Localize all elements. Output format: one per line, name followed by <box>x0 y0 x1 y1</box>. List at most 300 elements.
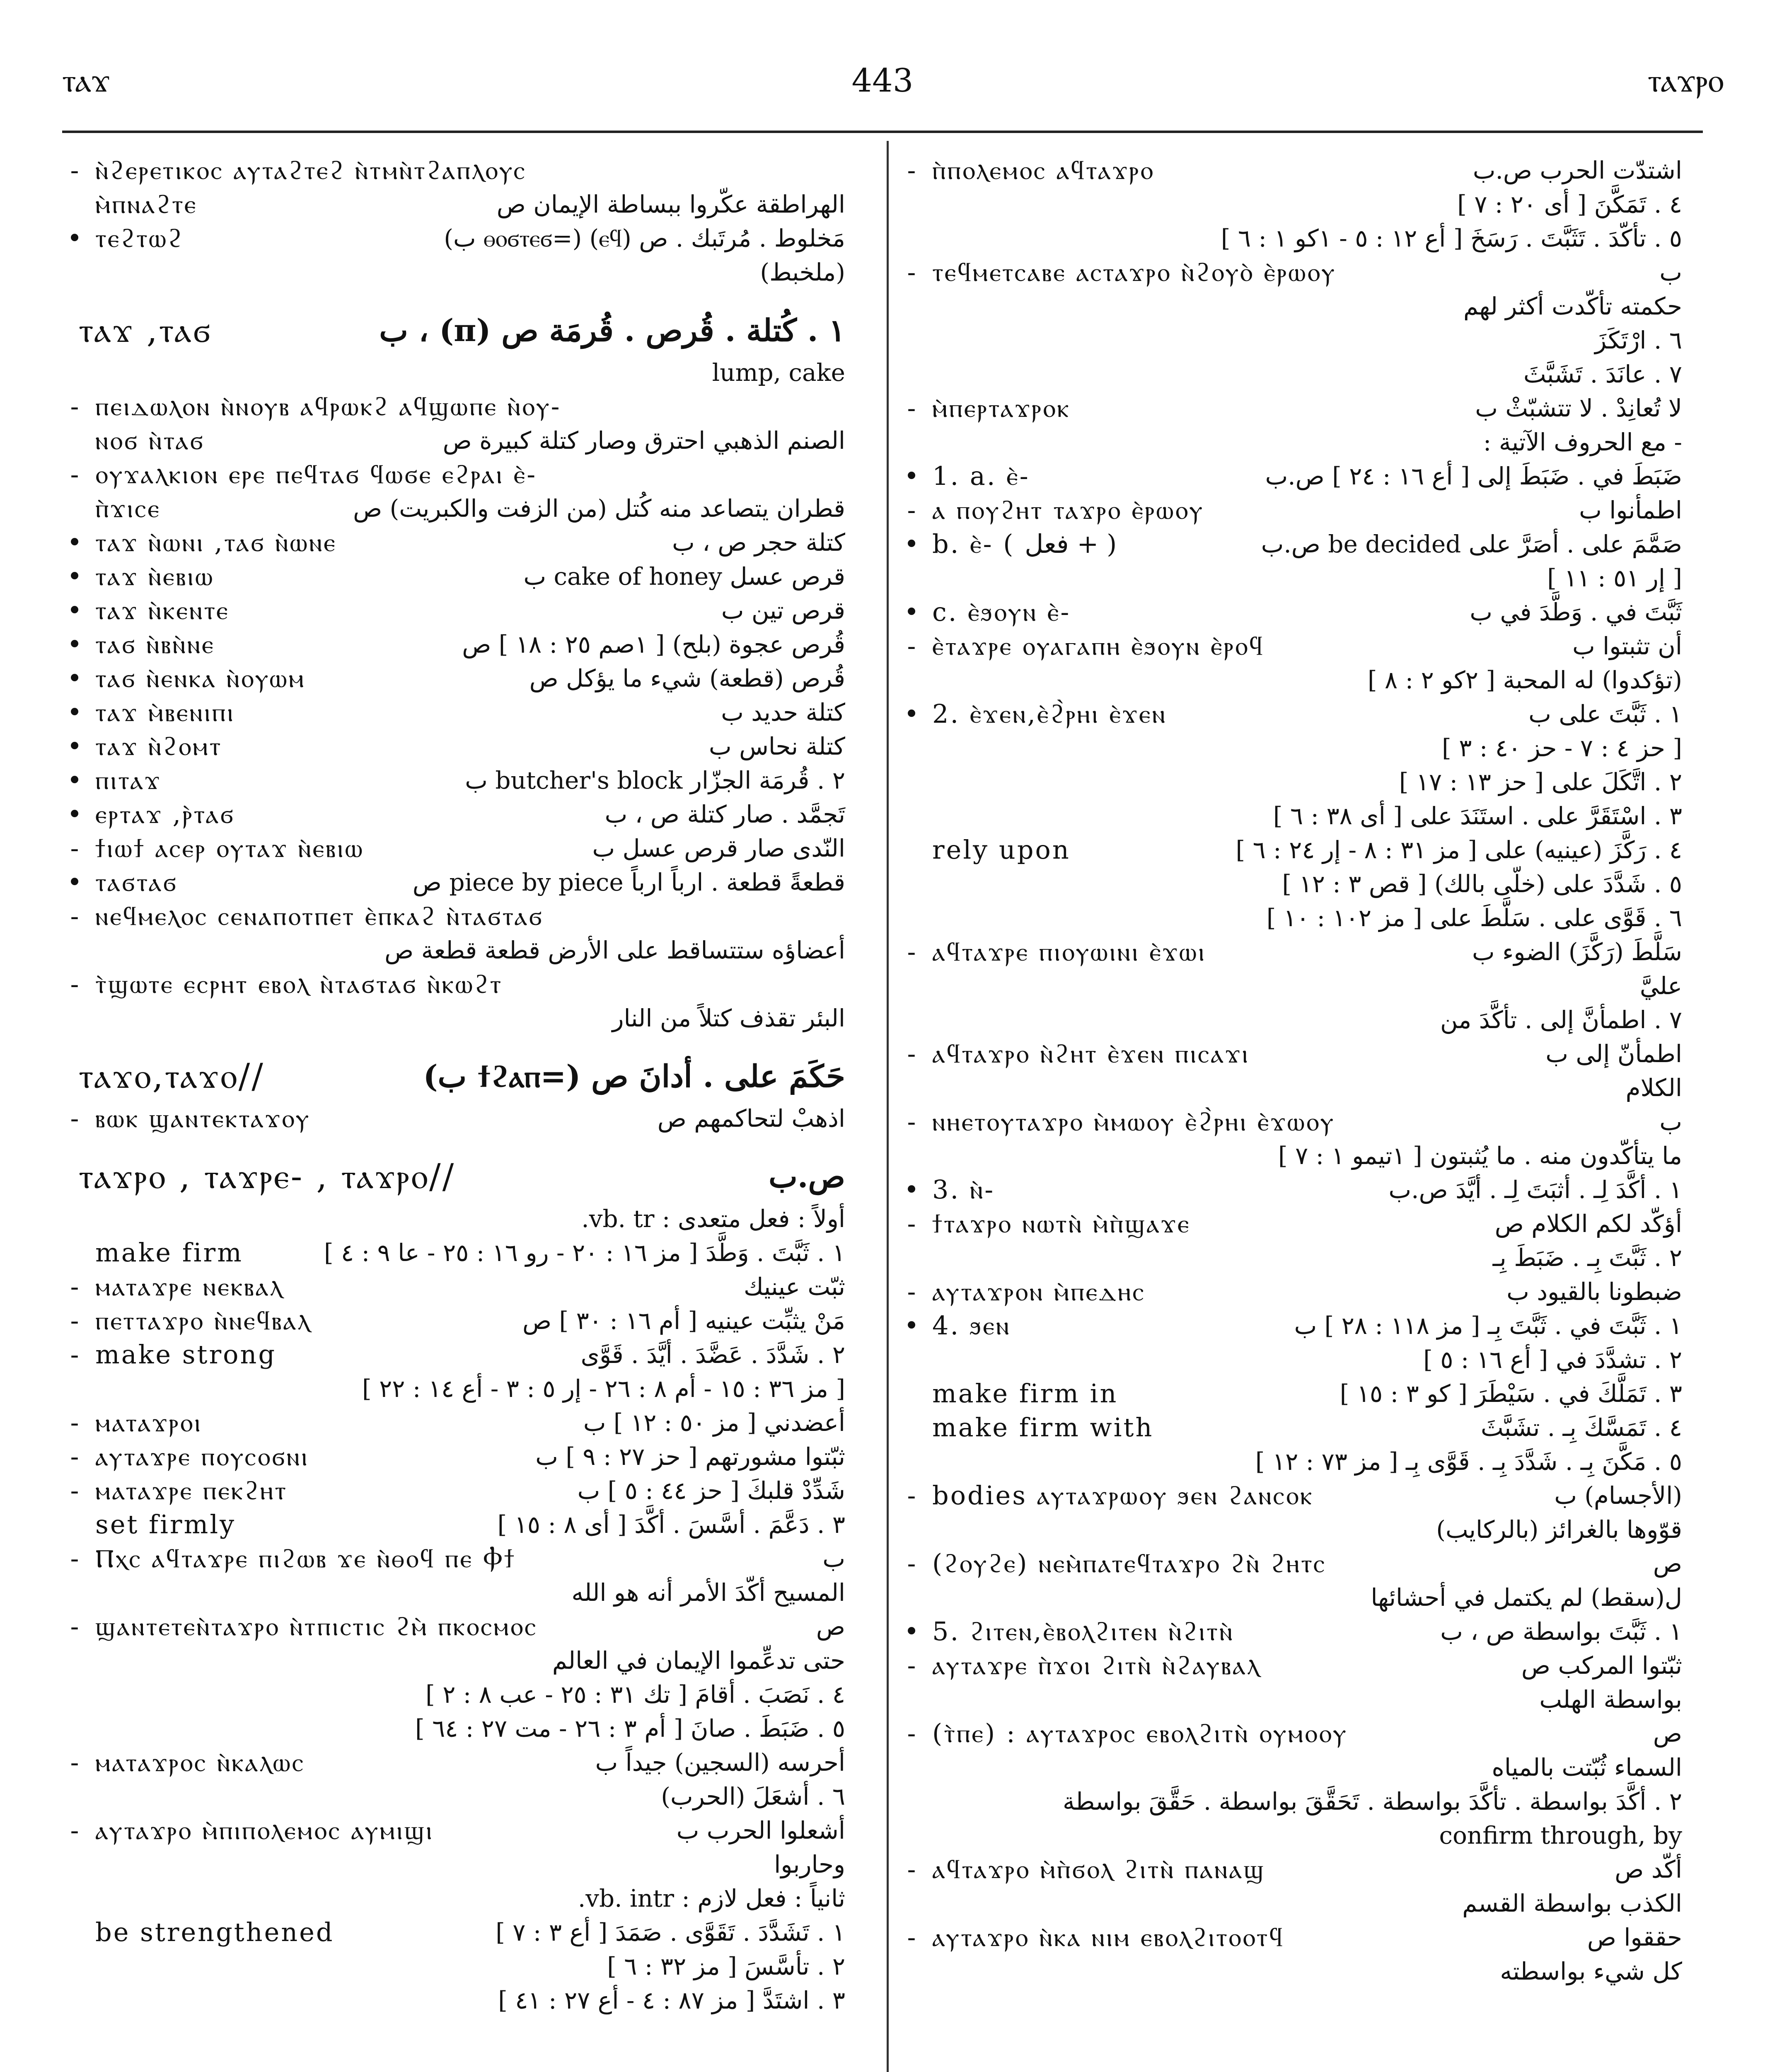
dictionary-line <box>899 663 1699 697</box>
arabic-text: (ملخبط) <box>760 258 845 286</box>
line-mark: - <box>70 1543 79 1573</box>
dictionary-line <box>62 1915 862 1949</box>
arabic-text: ١ . ثَبَّتَ . وَطَّدَ [ مز ١٦ : ٢٠ - رو ١٦ : ٢٥ - عا ٩ : ٤ ] <box>324 1239 845 1267</box>
arabic-text: أولاً : فعل متعدى : vb. tr. <box>581 1205 845 1233</box>
arabic-text: قطران يتصاعد منه كُتل (من الزفت والكبريت) ص <box>353 494 845 523</box>
line-mark: • <box>904 1174 919 1205</box>
arabic-text: اطمأنّ إلى ب <box>1545 1040 1682 1068</box>
arabic-text: ضبطونا بالقيود ب <box>1506 1278 1682 1306</box>
line-mark: • <box>67 799 82 829</box>
line-mark: - <box>70 1441 79 1472</box>
coptic-text: ⲁⲩⲧⲁϫⲣⲉ ⲡⲟⲩⲥⲟϭⲛⲓ <box>95 1441 309 1472</box>
arabic-text: الصنم الذهبي احترق وصار كتلة كبيرة ص <box>442 426 845 455</box>
dictionary-line <box>899 765 1699 799</box>
dictionary-line <box>899 459 1699 493</box>
coptic-text: ⲧⲁϫⲟ,ⲧⲁϫⲟ// <box>79 1057 265 1096</box>
dictionary-line <box>62 593 862 627</box>
arabic-text: أؤكّد لكم الكلام ص <box>1494 1210 1682 1238</box>
line-mark: - <box>907 937 916 967</box>
coptic-text: ⲧⲁϫ ⲙ̀ⲃⲉⲛⲓⲡⲓ <box>95 697 235 727</box>
arabic-text: ٣ . تَمَلَّكَ في . سَيْطَرَ [ كو ٣ : ١٥ ] <box>1339 1380 1682 1408</box>
coptic-text: ⲧⲁϭⲧⲁϭ <box>95 867 178 897</box>
dictionary-line <box>62 255 862 289</box>
coptic-text: ⲧⲁϫ ,ⲧⲁϭ <box>79 311 212 350</box>
right-column <box>899 153 1699 1988</box>
coptic-text: make firm in <box>932 1378 1118 1409</box>
coptic-text: ⲛⲟϭ ⲛ̀ⲧⲁϭ <box>95 425 205 455</box>
coptic-text: ⲧⲉϩⲧⲱϩ <box>95 223 184 253</box>
coptic-text: ⲙⲁⲧⲁϫⲣⲟⲥ ⲛ̀ⲕⲁⲗⲱⲥ <box>95 1747 305 1777</box>
line-mark: - <box>907 1276 916 1307</box>
arabic-text: ٢ . اتَّكَلَ على [ حز ١٣ : ١٧ ] <box>1399 768 1682 796</box>
arabic-text: اذهبْ لتحاكمهم ص <box>657 1104 845 1133</box>
dictionary-line <box>62 1745 862 1779</box>
coptic-text: ⲡ̀ϫⲓⲥⲉ <box>95 493 161 523</box>
dictionary-line <box>899 1003 1699 1037</box>
coptic-text: be strengthened <box>95 1917 334 1947</box>
coptic-text: ⲁϥⲧⲁϫⲣⲟ ⲙ̀ⲡ̀ϭⲟⲗ ϩⲓⲧⲛ̀ ⲡⲁⲛⲁϣ <box>932 1854 1265 1884</box>
dictionary-line <box>62 1101 862 1135</box>
dictionary-line <box>62 1881 862 1915</box>
arabic-text: ٤ . رَكَّزَ (عينيه) على [ مز ٣١ : ٨ - إر ٢٤ : ٦ ] <box>1236 836 1682 864</box>
dictionary-line <box>899 561 1699 595</box>
arabic-text: [ حز ٤ : ٧ - حز ٤٠ : ٣ ] <box>1442 734 1682 762</box>
arabic-text: ثبّتوا المركب ص <box>1521 1651 1682 1680</box>
coptic-text: rely upon <box>932 835 1071 865</box>
dictionary-line <box>899 1648 1699 1682</box>
arabic-text: ثبّت عينيك <box>743 1273 845 1301</box>
coptic-text: ⲧⲁϫⲣⲟ , ⲧⲁϫⲣⲉ- , ⲧⲁϫⲣⲟ// <box>79 1157 456 1196</box>
line-mark: - <box>907 1922 916 1952</box>
coptic-text: ϯⲧⲁϫⲣⲟ ⲛⲱⲧⲛ̀ ⲙ̀ⲡ̀ϣⲁϫⲉ <box>932 1208 1191 1239</box>
arabic-text: ٤ . تَمَكَّنَ [ أى ٢٠ : ٧ ] <box>1457 190 1682 218</box>
arabic-text: ١ . أكَّدَ لِـ . أثبَتَ لِـ . أيَّدَ ص.ب <box>1388 1176 1682 1204</box>
line-mark: - <box>70 1339 79 1370</box>
dictionary-line <box>899 1920 1699 1954</box>
arabic-text: [ مز ٣٦ : ١٥ - أم ٨ : ٢٦ - إر ٥ : ٣ - أع ١٤ : ٢٢ ] <box>362 1375 845 1403</box>
arabic-text: ٥ . تأكّدَ . تَثَبَّتَ . رَسَخَ [ أع ١٢ : ٥ - ١كو ١ : ٦ ] <box>1221 224 1682 252</box>
coptic-text: ⲧⲁϫ ⲛ̀ⲕⲉⲛⲧⲉ <box>95 595 230 625</box>
arabic-text: قوّوها بالغرائز (بالركايب) <box>1436 1515 1682 1544</box>
dictionary-line <box>62 831 862 865</box>
coptic-text: ⲁⲩⲧⲁϫⲣⲟⲛ ⲙ̀ⲡⲉⲇⲏⲥ <box>932 1276 1146 1307</box>
dictionary-line <box>899 799 1699 833</box>
line-mark: • <box>904 699 919 729</box>
line-mark: - <box>70 1747 79 1777</box>
dictionary-line <box>62 933 862 967</box>
dictionary-line <box>62 1270 862 1304</box>
line-mark: • <box>67 697 82 727</box>
dictionary-line <box>899 1445 1699 1479</box>
arabic-text: ٢ . شَدَّدَ . عَضَّدَ . أيَّدَ . قَوَّى <box>580 1341 845 1369</box>
arabic-text: وحاربوا <box>774 1850 845 1878</box>
line-mark: • <box>904 597 919 627</box>
coptic-text: c. ⲉ̀ϧⲟⲩⲛ ⲉ̀- <box>932 597 1071 627</box>
dictionary-line <box>62 763 862 797</box>
dictionary-line <box>899 1207 1699 1241</box>
arabic-text: كتلة نحاس ب <box>709 732 845 760</box>
dictionary-line <box>62 1711 862 1745</box>
coptic-text: ⲙⲁⲧⲁϫⲣⲉ ⲛⲉⲕⲃⲁⲗ <box>95 1271 284 1302</box>
dictionary-line <box>899 1071 1699 1105</box>
coptic-text: ⲧ̀ϣⲱⲧⲉ ⲉⲥⲣⲏⲧ ⲉⲃⲟⲗ ⲛ̀ⲧⲁϭⲧⲁϭ ⲛ̀ⲕⲱϩⲧ <box>95 969 503 999</box>
arabic-text: ٧ . اطمأنَّ إلى . تأكَّدَ من <box>1440 1006 1682 1034</box>
arabic-text: أن تثبتوا ب <box>1572 632 1682 660</box>
dictionary-line <box>62 967 862 1001</box>
arabic-text: الكلام <box>1625 1074 1682 1102</box>
dictionary-line <box>62 221 862 255</box>
line-mark: - <box>907 257 916 287</box>
dictionary-line <box>62 491 862 525</box>
entry-gap <box>62 289 862 306</box>
coptic-text: ⲁϥⲧⲁϫⲣⲟ ⲛ̀ϩⲏⲧ ⲉ̀ϫⲉⲛ ⲡⲓⲥⲁϫⲓ <box>932 1038 1250 1069</box>
line-mark: • <box>904 1310 919 1341</box>
arabic-text: ضَبَطَ في . ضَبَطَ إلى [ أع ١٦ : ٢٤ ] ص.ب <box>1265 462 1682 490</box>
dictionary-line <box>899 1037 1699 1071</box>
arabic-text: ب <box>1659 1108 1682 1136</box>
coptic-text: (ⲧ̀ⲡⲉ) : ⲁⲩⲧⲁϫⲣⲟⲥ ⲉⲃⲟⲗϩⲓⲧⲛ̀ ⲟⲩⲙⲟⲟⲩ <box>932 1718 1348 1748</box>
line-mark: - <box>70 1611 79 1641</box>
dictionary-line <box>899 867 1699 901</box>
coptic-text: ⲧⲁϫ ⲛ̀ϩⲟⲙⲧ <box>95 731 222 761</box>
arabic-text: شَدِّدْ قلبكَ [ حز ٤٤ : ٥ ] ب <box>577 1477 845 1505</box>
arabic-text: ١ . ثَبَّتَ بواسطة ص ، ب <box>1440 1617 1682 1646</box>
arabic-text: لا تُعانِدْ . لا تتشبّثْ ب <box>1475 394 1682 422</box>
coptic-text: (ϩⲟⲩϩⲉ) ⲛⲉⲙ̀ⲡⲁⲧⲉϥⲧⲁϫⲣⲟ ϩⲛ̀ ϩⲏⲧⲥ <box>932 1548 1327 1578</box>
dictionary-line <box>62 1338 862 1372</box>
arabic-text: ٣ . دَعَّمَ . أسَّسَ . أكَّدَ [ أى ٨ : ١٥ ] <box>497 1510 845 1539</box>
dictionary-line <box>62 797 862 831</box>
arabic-text: قُرص (قطعة) شيء ما يؤكل ص <box>529 664 845 692</box>
arabic-text: [ إر ٥١ : ١١ ] <box>1547 564 1682 592</box>
line-mark: • <box>904 529 919 559</box>
coptic-text: make firm with <box>932 1412 1154 1443</box>
coptic-text: ⲁϥⲧⲁϫⲣⲉ ⲡⲓⲟⲩⲱⲓⲛⲓ ⲉ̀ϫⲱⲓ <box>932 937 1206 967</box>
dictionary-line <box>899 1513 1699 1547</box>
coptic-text: bodies ⲁⲩⲧⲁϫⲣⲱⲟⲩ ϧⲉⲛ ϩⲁⲛⲥⲟⲕ <box>932 1480 1314 1510</box>
arabic-text: بواسطة الهلب <box>1539 1685 1682 1714</box>
dictionary-line <box>62 1236 862 1270</box>
coptic-text: ⲟⲩϫⲁⲗⲕⲓⲟⲛ ⲉⲣⲉ ⲡⲉϥⲧⲁϭ ϥⲱϭⲉ ⲉϩⲣⲁⲓ ⲉ̀- <box>95 459 537 489</box>
dictionary-line <box>899 1954 1699 1988</box>
entry-gap <box>62 1035 862 1052</box>
dictionary-line <box>899 1411 1699 1445</box>
arabic-text: ١ . ثَبَّتَ في . ثَبَّتَ بِـ [ مز ١١٨ : ٢٨ ] ب <box>1294 1312 1682 1340</box>
coptic-text: make firm <box>95 1237 243 1268</box>
dictionary-line <box>62 525 862 559</box>
arabic-text: اطمأنوا ب <box>1579 496 1682 524</box>
arabic-text: ١ . كُتلة . قُرص . قُرمَة ص (π) ، ب <box>379 313 845 349</box>
coptic-text: make strong <box>95 1339 277 1370</box>
coptic-text: 5. ϩⲓⲧⲉⲛ,ⲉ̀ⲃⲟⲗϩⲓⲧⲉⲛ ⲛ̀ϩⲓⲧⲛ̀ <box>932 1616 1234 1646</box>
arabic-text: صَمَّمَ على . أصَرَّ على be decided ص.ب <box>1261 530 1682 558</box>
coptic-text: ⲁⲩⲧⲁϫⲣⲟ ⲛ̀ⲕⲁ ⲛⲓⲙ ⲉⲃⲟⲗϩⲓⲧⲟⲟⲧϥ <box>932 1922 1284 1952</box>
dictionary-line <box>62 306 862 356</box>
left-column <box>62 153 862 2017</box>
coptic-text: ⲛⲏⲉⲧⲟⲩⲧⲁϫⲣⲟ ⲙ̀ⲙⲱⲟⲩ ⲉ̀ϩ̀ⲣⲏⲓ ⲉ̀ϫⲱⲟⲩ <box>932 1106 1335 1137</box>
arabic-text: السماء ثُبّتت بالمياه <box>1492 1753 1682 1782</box>
coptic-text: ⲡⲉⲧⲧⲁϫⲣⲟ ⲛ̀ⲛⲉϥⲃⲁⲗ <box>95 1305 312 1336</box>
dictionary-line <box>899 935 1699 969</box>
coptic-text: ⲁⲩⲧⲁϫⲣⲉ ⲡ̀ϫⲟⲓ ϩⲓⲧⲛ̀ ⲛ̀ϩⲁⲩⲃⲁⲗ <box>932 1650 1261 1680</box>
coptic-text: 1. a. ⲉ̀- <box>932 461 1030 491</box>
arabic-text: سَلَّطَ (رَكَّزَ) الضوء ب <box>1472 938 1682 966</box>
dictionary-line <box>62 1610 862 1644</box>
arabic-text: قطعةً قطعة . ارباً ارباً piece by piece ص <box>412 868 845 896</box>
coptic-text: ϯⲓⲱϯ ⲁⲥⲉⲣ ⲟⲩⲧⲁϫ ⲛ̀ⲉⲃⲓⲱ <box>95 833 364 863</box>
dictionary-line <box>62 1677 862 1711</box>
dictionary-line <box>899 969 1699 1003</box>
arabic-text: ٣ . اسْتَقَرَّ على . استَنَدَ على [ أى ٣٨ : ٦ ] <box>1273 802 1682 830</box>
dictionary-line <box>899 1479 1699 1513</box>
dictionary-line <box>899 391 1699 425</box>
dictionary-line <box>62 1813 862 1847</box>
dictionary-line <box>899 1581 1699 1615</box>
dictionary-line <box>899 1309 1699 1343</box>
coptic-text: set firmly <box>95 1509 236 1539</box>
arabic-text: ثانياً : فعل لازم : vb. intr. <box>578 1884 845 1912</box>
line-mark: - <box>907 1480 916 1510</box>
arabic-text: حكمته تأكّدت أكثر لهم <box>1463 292 1682 320</box>
dictionary-line <box>899 493 1699 527</box>
dictionary-line <box>899 425 1699 459</box>
arabic-text: ٥ . مَكَّنَ بِـ . شَدَّدَ بِـ . قَوَّى بِـ [ مز ٧٣ : ١٢ ] <box>1255 1447 1682 1476</box>
line-mark: - <box>907 495 916 525</box>
dictionary-line <box>62 1542 862 1576</box>
dictionary-line <box>899 357 1699 391</box>
arabic-text: ٣ . اشتَدَّ [ مز ٨٧ : ٤ - أع ٢٧ : ٤١ ] <box>498 1986 845 2014</box>
dictionary-line <box>899 1615 1699 1648</box>
coptic-text: ⲉ̀ⲧⲁϫⲣⲉ ⲟⲩⲁⲅⲁⲡⲏ ⲉ̀ϧⲟⲩⲛ ⲉ̀ⲣⲟϥ <box>932 631 1265 661</box>
dictionary-line <box>899 1852 1699 1886</box>
dictionary-line <box>62 729 862 763</box>
arabic-text: ما يتأكّدون منه . ما يُثبتون [ ١تيمو ١ : ٧ ] <box>1278 1142 1682 1170</box>
line-mark: • <box>67 595 82 625</box>
dictionary-line <box>62 424 862 457</box>
arabic-text: ٦ . ارْتَكَزَ <box>1595 326 1682 354</box>
coptic-text: ⲙ̀ⲡⲉⲣⲧⲁϫⲣⲟⲕ <box>932 393 1071 423</box>
dictionary-line <box>62 356 862 390</box>
line-mark: • <box>67 663 82 693</box>
dictionary-line <box>899 1750 1699 1784</box>
dictionary-line <box>62 1001 862 1035</box>
dictionary-line <box>899 255 1699 289</box>
arabic-text: ٥ . شَدَّدَ على (خلّى بالك) [ قص ٣ : ١٢ ] <box>1282 870 1682 898</box>
line-mark: - <box>70 1271 79 1302</box>
dictionary-line <box>899 187 1699 221</box>
coptic-text: ⲧⲁϫ ⲛ̀ⲉⲃⲓⲱ <box>95 561 215 591</box>
arabic-text: اشتدّت الحرب ص.ب <box>1472 156 1682 184</box>
arabic-text: حققوا ص <box>1587 1923 1682 1951</box>
arabic-text: الكذب بواسطة القسم <box>1462 1889 1682 1917</box>
line-mark: - <box>70 391 79 421</box>
arabic-text: (الأجسام) ب <box>1554 1481 1682 1510</box>
dictionary-line <box>62 1474 862 1508</box>
dictionary-line <box>899 1139 1699 1173</box>
arabic-text: ٤ . تَمَسَّكَ بِـ . تشَبَّثَ <box>1481 1414 1682 1442</box>
dictionary-line <box>62 1779 862 1813</box>
line-mark: - <box>70 1815 79 1845</box>
arabic-text: ٦ . قَوَّى على . سَلَّطَ على [ مز ١٠٢ : ١٠ ] <box>1266 904 1682 932</box>
arabic-text: أكّد ص <box>1615 1855 1682 1883</box>
arabic-text: مَنْ يثبِّت عينيه [ أم ١٦ : ٣٠ ] ص <box>522 1307 845 1335</box>
coptic-text: ⲧⲁϫ ⲛ̀ⲱⲛⲓ ,ⲧⲁϭ ⲛ̀ⲱⲛⲉ <box>95 527 337 557</box>
arabic-text: كل شيء بواسطته <box>1500 1957 1682 1985</box>
line-mark: - <box>70 1407 79 1438</box>
arabic-text: ٢ . تشدَّدَ في [ أع ١٦ : ٥ ] <box>1423 1346 1682 1374</box>
arabic-text: (تؤكدوا) له المحبة [ ٢كو ٢ : ٨ ] <box>1367 666 1682 694</box>
arabic-text: ب <box>822 1544 845 1573</box>
coptic-text: ⲃⲱⲕ ϣⲁⲛⲧⲉⲕⲧⲁϫⲟⲩ <box>95 1103 311 1133</box>
line-mark: - <box>70 459 79 489</box>
coptic-text: ⲡⲓⲧⲁϫ <box>95 765 162 795</box>
coptic-text: 2. ⲉ̀ϫⲉⲛ,ⲉ̀ϩ̀ⲣⲏⲓ ⲉ̀ϫⲉⲛ <box>932 699 1167 729</box>
dictionary-line <box>899 1173 1699 1207</box>
coptic-text: ϣⲁⲛⲧⲉⲧⲉⲛ̀ⲧⲁϫⲣⲟ ⲛ̀ⲧⲡⲓⲥⲧⲓⲥ ϩⲙ̀ ⲡⲕⲟⲥⲙⲟⲥ <box>95 1611 538 1641</box>
dictionary-line <box>62 1406 862 1440</box>
dictionary-line <box>899 697 1699 731</box>
arabic-text: ثَبَّتَ في . وَطَّدَ في ب <box>1470 598 1682 626</box>
line-mark: - <box>907 155 916 185</box>
coptic-text: ⲡⲉⲓⲇⲱⲗⲟⲛ ⲛ̀ⲛⲟⲩⲃ ⲁϥⲣⲱⲕϩ ⲁϥϣⲱⲡⲉ ⲛ̀ⲟⲩ- <box>95 391 561 421</box>
dictionary-line <box>899 595 1699 629</box>
line-mark: - <box>70 1103 79 1133</box>
dictionary-line <box>899 1275 1699 1309</box>
line-mark: - <box>907 1650 916 1680</box>
dictionary-line <box>62 559 862 593</box>
arabic-text: أشعلوا الحرب ب <box>676 1816 845 1844</box>
line-mark: - <box>907 1038 916 1069</box>
arabic-text: كتلة حجر ص ، ب <box>672 528 845 557</box>
dictionary-line <box>62 865 862 899</box>
arabic-text: ٤ . نَصَبَ . أقامَ [ تك ٣١ : ٢٥ - عب ٨ : ٢ ] <box>426 1680 845 1709</box>
line-mark: • <box>67 629 82 659</box>
dictionary-line <box>62 1052 862 1101</box>
dictionary-line <box>899 1105 1699 1139</box>
dictionary-line <box>899 323 1699 357</box>
dictionary-line <box>62 1304 862 1338</box>
arabic-text: ثبّتوا مشورتهم [ حز ٢٧ : ٩ ] ب <box>535 1443 845 1471</box>
dictionary-line <box>62 457 862 491</box>
line-mark: • <box>904 461 919 491</box>
line-mark: • <box>67 765 82 795</box>
entry-gap <box>62 1135 862 1152</box>
dictionary-line <box>899 221 1699 255</box>
dictionary-line <box>62 695 862 729</box>
arabic-text: ص <box>816 1612 845 1641</box>
coptic-text: ⲙⲁⲧⲁϫⲣⲟⲓ <box>95 1407 202 1438</box>
line-mark: • <box>67 527 82 557</box>
line-mark: - <box>70 155 79 185</box>
dictionary-line <box>62 1440 862 1474</box>
dictionary-line <box>899 1343 1699 1377</box>
arabic-text: ١ . تَشَدَّدَ . تَقَوَّى . صَمَدَ [ أع ٣ : ٧ ] <box>496 1918 845 1946</box>
dictionary-line <box>62 153 862 187</box>
header-rule <box>62 131 1703 133</box>
dictionary-line <box>62 661 862 695</box>
arabic-text: عليَّ <box>1639 972 1682 1000</box>
dictionary-line <box>62 1152 862 1202</box>
dictionary-line <box>899 1682 1699 1716</box>
arabic-text: ٢ . قُرمَة الجزّار butcher's block ب <box>465 766 845 794</box>
arabic-text: ٧ . عانَدَ . تَشَبَّثَ <box>1523 360 1682 388</box>
line-mark: - <box>907 631 916 661</box>
dictionary-line <box>62 1644 862 1677</box>
arabic-text: ٢ . أكَّدَ بواسطة . تأكَّدَ بواسطة . تَحَقَّقَ بواسطة . حَقَّقَ بواسطة <box>1062 1787 1682 1815</box>
dictionary-line <box>899 153 1699 187</box>
dictionary-line <box>62 1983 862 2017</box>
coptic-text: ⲛⲉϥⲙⲉⲗⲟⲥ ⲥⲉⲛⲁⲡⲟⲧⲡⲉⲧ ⲉ̀ⲡⲕⲁϩ ⲛ̀ⲧⲁϭⲧⲁϭ <box>95 901 544 931</box>
arabic-text: البئر تقذف كتلاً من النار <box>612 1004 845 1032</box>
arabic-text: أحرسه (السجين) جيداً ب <box>595 1748 845 1777</box>
arabic-text: ب <box>1659 258 1682 286</box>
dictionary-line <box>62 899 862 933</box>
dictionary-line <box>899 1547 1699 1581</box>
dictionary-line <box>899 1818 1699 1852</box>
arabic-text: ٢ . ثَبَّتَ بِـ . ضَبَطَ بِـ <box>1492 1244 1682 1272</box>
dictionary-line <box>899 731 1699 765</box>
arabic-text: الهراطقة عكّروا ببساطة الإيمان ص <box>496 190 845 218</box>
coptic-text: 4. ϧⲉⲛ <box>932 1310 1011 1341</box>
coptic-text: ⲙⲁⲧⲁϫⲣⲉ ⲡⲉⲕϩⲏⲧ <box>95 1475 288 1506</box>
line-mark: - <box>907 1718 916 1748</box>
arabic-text: ٥ . ضَبَطَ . صانَ [ أم ٣ : ٢٦ - مت ٢٧ : ٦٤ ] <box>415 1714 845 1743</box>
coptic-text: ⲧⲉϥⲙⲉⲧⲥⲁⲃⲉ ⲁⲥⲧⲁϫⲣⲟ ⲛ̀ϩⲟⲩⲟ̀ ⲉ̀ⲣⲱⲟⲩ <box>932 257 1337 287</box>
page-number: 443 <box>851 62 914 99</box>
arabic-text: - مع الحروف الآتية : <box>1483 428 1682 456</box>
dictionary-line <box>62 627 862 661</box>
arabic-text: ص.ب <box>769 1159 845 1195</box>
arabic-text: ص <box>1653 1549 1682 1578</box>
line-mark: - <box>70 969 79 999</box>
arabic-text: ص <box>1653 1719 1682 1748</box>
arabic-text: تَجمَّد . صار كتلة ص ، ب <box>604 800 845 828</box>
line-mark: - <box>70 901 79 931</box>
arabic-text: النّدى صار قرص عسل ب <box>592 834 845 862</box>
dictionary-line <box>62 1508 862 1542</box>
arabic-text: ٢ . تأسَّسَ [ مز ٣٢ : ٦ ] <box>607 1952 845 1980</box>
coptic-text: ⲡ̀ⲡⲟⲗⲉⲙⲟⲥ ⲁϥⲧⲁϫⲣⲟ <box>932 155 1155 185</box>
arabic-text: ١ . ثَبَّتَ على ب <box>1528 700 1682 728</box>
dictionary-line <box>899 833 1699 867</box>
line-mark: - <box>70 1305 79 1336</box>
dictionary-line <box>899 1784 1699 1818</box>
coptic-text: ⲉⲣⲧⲁϫ ,ⲣ̀ⲧⲁϭ <box>95 799 235 829</box>
coptic-text: ⲙ̀ⲡⲛⲁϩⲧⲉ <box>95 189 198 219</box>
line-mark: • <box>904 1616 919 1646</box>
dictionary-line <box>899 629 1699 663</box>
arabic-text: قرص عسل cake of honey ب <box>523 562 845 591</box>
line-mark: - <box>70 1475 79 1506</box>
line-mark: - <box>907 1548 916 1578</box>
line-mark: - <box>907 393 916 423</box>
coptic-text: ⲛ̀ϩⲉⲣⲉⲧⲓⲕⲟⲥ ⲁⲩⲧⲁϩⲧⲉϩ ⲛ̀ⲧⲙⲛ̀ⲧϩⲁⲡⲗⲟⲩⲥ <box>95 155 527 185</box>
line-mark: - <box>70 833 79 863</box>
arabic-text: حَكَمَ على . أدانَ ص (=ϯϩⲁⲡ ب) <box>423 1059 845 1094</box>
arabic-text: أعضاؤه ستتساقط على الأرض قطعة قطعة ص <box>384 936 845 964</box>
arabic-text: lump, cake <box>712 358 845 387</box>
arabic-text: المسيح أكّدَ الأمر أنه هو الله <box>571 1578 845 1607</box>
coptic-text: ⲁⲩⲧⲁϫⲣⲟ ⲙ̀ⲡⲓⲡⲟⲗⲉⲙⲟⲥ ⲁⲩⲙⲓϣⲓ <box>95 1815 434 1845</box>
dictionary-line <box>62 390 862 424</box>
coptic-text: Ⲡⲭⲥ ⲁϥⲧⲁϫⲣⲉ ⲡⲓϩⲱⲃ ϫⲉ ⲛ̀ⲑⲟϥ ⲡⲉ Ⲫϯ <box>95 1543 516 1573</box>
coptic-text: ⲁ ⲡⲟⲩϩⲏⲧ ⲧⲁϫⲣⲟ ⲉ̀ⲣⲱⲟⲩ <box>932 495 1204 525</box>
dictionary-line <box>62 1576 862 1610</box>
arabic-text: قُرص عجوة (بلح) [ ١صم ٢٥ : ١٨ ] ص <box>462 630 845 658</box>
header-left-word: ⲧⲁϫ <box>62 62 110 99</box>
dictionary-line <box>899 1886 1699 1920</box>
dictionary-line <box>62 1949 862 1983</box>
